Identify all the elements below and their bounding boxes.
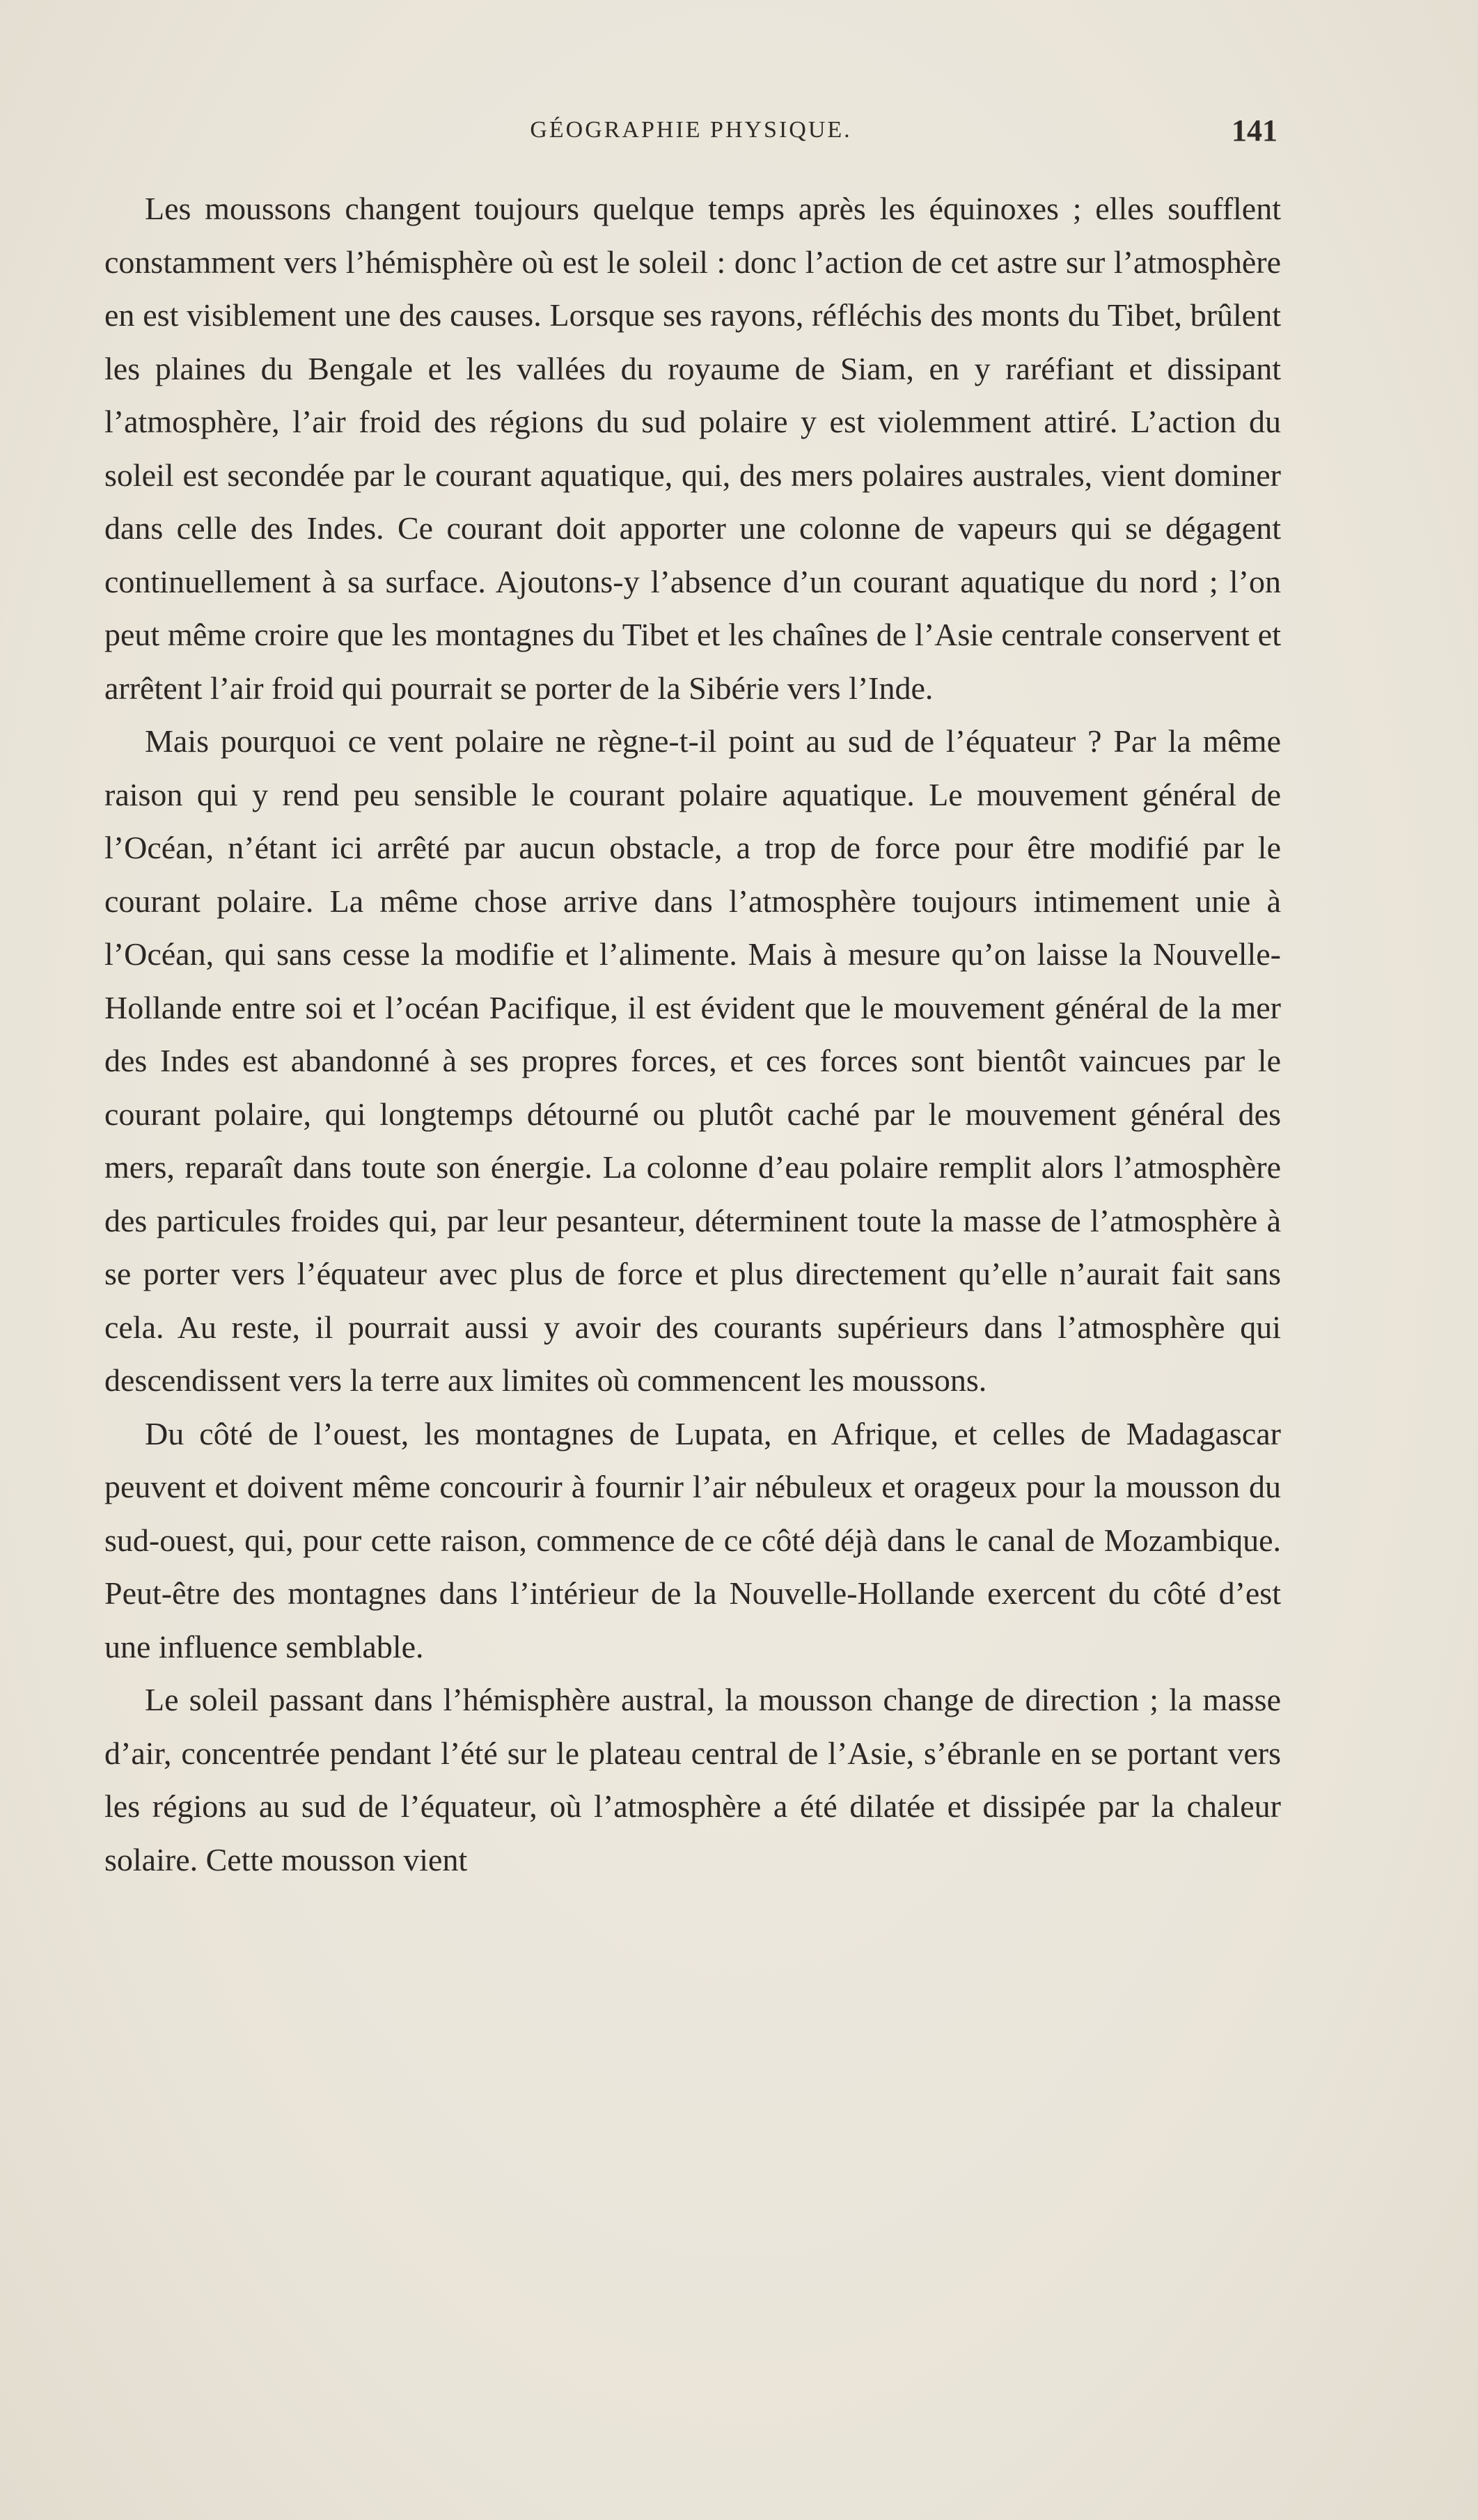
paragraph: Mais pourquoi ce vent polaire ne règne-t-il point au sud de l’équateur ? Par la même raison qui y rend peu sensible le courant polaire aquatique. Le mouvement général de l’Océan, n’étant ici arrêté par aucun obstacle, a trop de force pour être modifié par le courant polaire. La même chose arrive dans l’atmosphère toujours intimement unie à l’Océan, qui sans cesse la modifie et l’alimente. Mais à mesure qu’on laisse la Nouvelle-Hollande entre soi et l’océan Pacifique, il est évident que le mouvement général de la mer des Indes est abandonné à ses propres forces, et ces forces sont bientôt vaincues par le courant polaire, qui longtemps détourné ou plutôt caché par le mouvement général des mers, reparaît dans toute son énergie. La colonne d’eau polaire remplit alors l’atmosphère des particules froides qui, par leur pesanteur, déterminent toute la masse de l’atmosphère à se porter vers l’équateur avec plus de force et plus directement qu’elle n’aurait fait sans cela. Au reste, il pourrait aussi y avoir des courants supérieurs dans l’atmosphère qui descendissent vers la terre aux limites où commencent les moussons.	[104, 723, 1281, 1398]
page-number: 141	[1232, 113, 1277, 148]
running-title: GÉOGRAPHIE PHYSIQUE.	[530, 117, 852, 143]
paragraph: Le soleil passant dans l’hémisphère austral, la mousson change de direction ; la masse d’air, concentrée pendant l’été sur le plateau central de l’Asie, s’ébranle en se portant vers les régions au sud de l’équateur, où l’atmosphère a été dilatée et dissipée par la chaleur solaire. Cette mousson vient	[104, 1682, 1281, 1877]
body-text	[104, 182, 1281, 1887]
paragraph: Les moussons changent toujours quelque temps après les équinoxes ; elles soufflent constamment vers l’hémisphère où est le soleil : donc l’action de cet astre sur l’atmosphère en est visiblement une des causes. Lorsque ses rayons, réfléchis des monts du Tibet, brûlent les plaines du Bengale et les vallées du royaume de Siam, en y raréfiant et dissipant l’atmosphère, l’air froid des régions du sud polaire y est violemment attiré. L’action du soleil est secondée par le courant aquatique, qui, des mers polaires australes, vient dominer dans celle des Indes. Ce courant doit apporter une colonne de vapeurs qui se dégagent continuellement à sa surface. Ajoutons-y l’absence d’un courant aquatique du nord ; l’on peut même croire que les montagnes du Tibet et les chaînes de l’Asie centrale conservent et arrêtent l’air froid qui pourrait se porter de la Sibérie vers l’Inde.	[104, 191, 1281, 706]
paragraph: Du côté de l’ouest, les montagnes de Lupata, en Afrique, et celles de Madagascar peuvent et doivent même concourir à fournir l’air nébuleux et orageux pour la mousson du sud-ouest, qui, pour cette raison, commence de ce côté déjà dans le canal de Mozambique. Peut-être des montagnes dans l’intérieur de la Nouvelle-Hollande exercent du côté d’est une influence semblable.	[104, 1415, 1281, 1664]
page-header	[104, 113, 1277, 159]
